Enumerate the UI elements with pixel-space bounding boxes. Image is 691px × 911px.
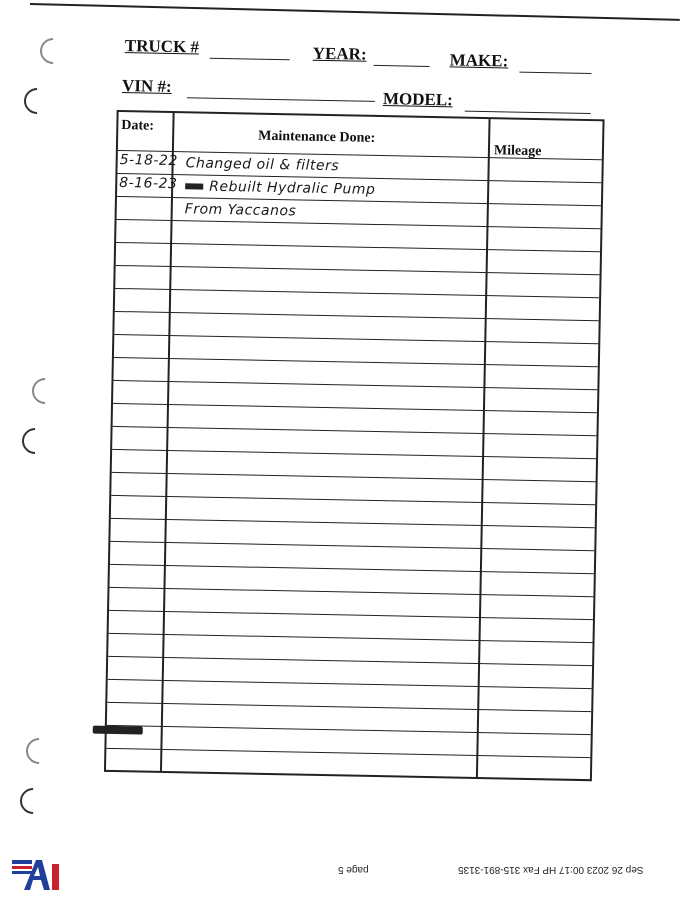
- table-row-rule: [115, 288, 599, 298]
- mileage-header: Mileage: [493, 143, 542, 160]
- table-row-rule: [113, 380, 597, 390]
- table-row-rule: [113, 426, 597, 436]
- maintenance-table: [104, 110, 605, 781]
- make-field[interactable]: [519, 72, 591, 74]
- vin-label: VIN #:: [121, 76, 172, 96]
- row-2-maintenance-text: Rebuilt Hydralic Pump: [209, 178, 376, 198]
- strikeout-mark: [185, 183, 203, 189]
- row-2-maintenance: [185, 178, 375, 198]
- fax-header-text: Sep 26 2023 00:17 HP Fax 315-891-3135: [458, 864, 644, 875]
- table-row-rule: [110, 541, 594, 551]
- page-number-label: page 5: [338, 864, 369, 875]
- logo-red-stripe: [12, 866, 32, 869]
- logo-letter-i: [52, 864, 59, 890]
- date-column-divider: [160, 113, 175, 771]
- model-label: MODEL:: [382, 89, 453, 110]
- mileage-column-divider: [476, 119, 491, 777]
- table-row-rule: [107, 725, 591, 735]
- vin-field[interactable]: [187, 97, 375, 102]
- table-row-rule: [108, 679, 592, 689]
- truck-field[interactable]: [210, 58, 290, 61]
- table-row-rule: [116, 265, 600, 275]
- table-row-rule: [112, 449, 596, 459]
- table-row-rule: [114, 357, 598, 367]
- truck-label: TRUCK #: [124, 36, 200, 57]
- row-2-date: 8-16-23: [119, 175, 178, 193]
- table-row-rule: [111, 518, 595, 528]
- table-row-rule: [109, 587, 593, 597]
- table-row-rule: [109, 610, 593, 620]
- table-row-rule: [113, 403, 597, 413]
- table-row-rule: [116, 242, 600, 252]
- ink-scribble-mark: [93, 726, 143, 735]
- table-row-rule: [109, 633, 593, 643]
- logo-blue-stripe: [12, 860, 32, 864]
- row-1-maintenance: Changed oil & filters: [185, 155, 340, 175]
- table-row-rule: [111, 495, 595, 505]
- year-label: YEAR:: [312, 43, 367, 64]
- make-label: MAKE:: [449, 50, 509, 71]
- table-row-rule: [107, 702, 591, 712]
- model-field[interactable]: [465, 111, 591, 114]
- table-row-rule: [114, 334, 598, 344]
- row-3-maintenance: From Yaccanos: [184, 201, 297, 220]
- table-row-rule: [108, 656, 592, 666]
- date-header: Date:: [121, 118, 155, 134]
- year-field[interactable]: [374, 65, 430, 67]
- table-row-rule: [115, 311, 599, 321]
- auction-logo: [10, 858, 62, 892]
- row-1-date: 5-18-22: [119, 152, 178, 170]
- table-row-rule: [110, 564, 594, 574]
- table-row-rule: [106, 748, 590, 758]
- table-row-rule: [112, 472, 596, 482]
- table-row-rule: [117, 219, 601, 229]
- maintenance-header: Maintenance Done:: [258, 128, 376, 146]
- logo-blue-stripe: [12, 871, 32, 874]
